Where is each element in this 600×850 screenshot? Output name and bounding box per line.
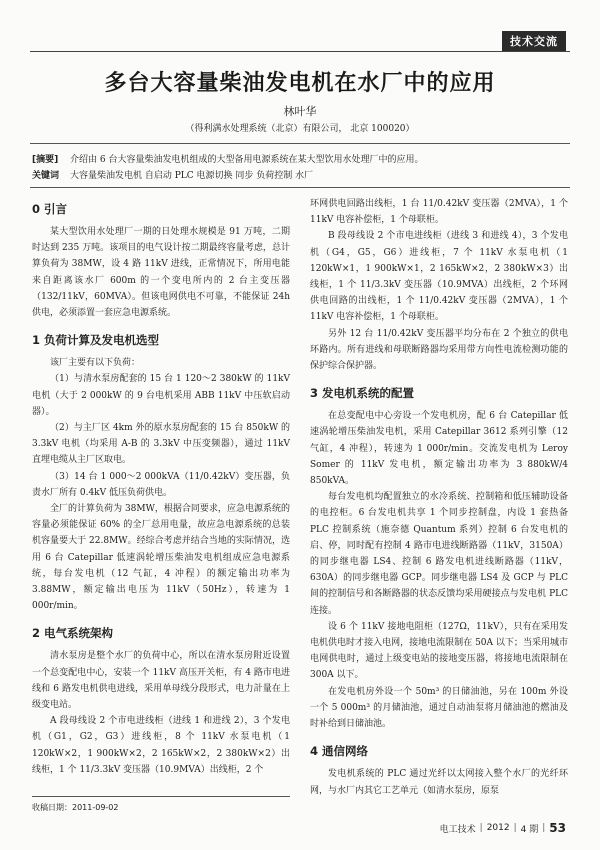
paragraph: B 段母线设 2 个市电进线柜（进线 3 和进线 4），3 个发电机（G4，G5，G6）进线柜，7 个 11kV 水泵电机（1 120kW×1，1 900kW×1，2 165kW×2，2 380kW×3）出线柜，1 个 11/3.3kV 变压器（10.9MVA）出线柜，2 个环网供电回路的出线柜，1 个 11/0.42kV 变压器（2MVA），1 个 11kV 电容补偿柜，1 个母联柜。 — [310, 231, 568, 323]
paragraph: 全厂的计算负荷为 38MW，根据合同要求，应急电源系统的容量必须能保证 60% 的全厂总用电量，故应急电源系统的总装机容量要大于 22.8MW。经综合考虑并结合当地的实际情况，选用 6 台 Catepillar 低速涡轮增压柴油发电机组成应急电源系统，每台发电机（12 气缸，4 冲程）的额定输出功率为 3.88MW，额定输出电压为 11kV（50Hz），转速为 1 000r/min。 — [32, 504, 290, 612]
abstract-block — [32, 152, 572, 184]
abstract-label: [摘要] — [32, 155, 59, 165]
paragraph: （1）与清水泵房配套的 15 台 1 120～2 380kW 的 11kV 电机（大于 2 000kW 的 9 台电机采用 ABB 11kV 中压软启动器）。 — [32, 374, 290, 417]
paragraph: 在总变配电中心旁设一个发电机房，配 6 台 Catepillar 低速涡轮增压柴油发电机，采用 Catepillar 3612 系列引擎（12 气缸，4 冲程），转速为 1 000r/min。交流发电机为 Leroy Somer 的 11kV 发电机，额定输出功率为 3 880kW/4 850kVA。 — [310, 411, 568, 487]
footer-separator: | — [513, 823, 517, 833]
paragraph: 某大型饮用水处理厂一期的日处理水规模是 91 万吨，二期时达到 235 万吨。该项目的电气设计按二期最终容量考虑，总计算负荷为 38MW，设 4 路 11kV 进线，正常情况下，所用电能来自距离该水厂 600m 的一个变电所内的 2 台主变压器（132/11kV，60MVA）。但该电网供电不可靠，不能保证 24h 供电，必须添置一套应急电源系统。 — [32, 227, 290, 319]
header-rule — [30, 51, 570, 52]
abstract-bottom-rule — [30, 187, 570, 188]
received-date: 收稿日期：2011-09-02 — [32, 803, 119, 812]
paragraph: （3）14 台 1 000～2 000kVA（11/0.42kV）变压器，负责水厂所有 0.4kV 低压负荷供电。 — [32, 471, 290, 498]
abstract-top-rule — [30, 143, 570, 144]
article-title: 多台大容量柴油发电机在水厂中的应用 — [104, 71, 496, 96]
journal-name: 电工技术 — [439, 824, 476, 835]
section-tag: 技术交流 — [502, 31, 566, 51]
paragraph: 清水泵房是整个水厂的负荷中心，所以在清水泵房附近设置一个总变配电中心，安装一个 11kV 高压开关柜，有 4 路市电进线和 6 路发电机供电进线，采用单母线分段形式，电力計量在上级变电站。 — [32, 651, 290, 711]
received-rule — [32, 796, 290, 797]
section-4-heading: 4 通信网络 — [310, 744, 369, 759]
footer-separator: | — [542, 823, 546, 833]
section-1-heading: 1 负荷计算及发电机选型 — [32, 333, 160, 348]
paragraph: 另外 12 台 11/0.42kV 变压器平均分布在 2 个独立的供电环路内。所有进线和母联断路器均采用带方向性电流检测功能的保护综合保护器。 — [310, 328, 568, 372]
keywords-label: 关键词 — [32, 171, 60, 181]
paragraph: （2）与主厂区 4km 外的原水泵房配套的 15 台 850kW 的 3.3kV 电机（均采用 A-B 的 3.3kV 中压变频器），通过 11kV 直埋电缆从主厂区取电。 — [32, 423, 290, 466]
abstract-text: 介绍由 6 台大容量柴油发电机组成的大型备用电源系统在某大型饮用水处理厂中的应用。 — [70, 155, 424, 165]
keywords-text: 大容量柴油发电机 自启动 PLC 电源切换 同步 负荷控制 水厂 — [70, 171, 314, 181]
left-column — [32, 196, 290, 778]
section-3-heading: 3 发电机系统的配置 — [310, 386, 415, 401]
paragraph: 在发电机房外设一个 50m³ 的日储油池，另在 100m 外设一个 5 000m³ 的月储油池，通过自动油泵将月储油池的燃油及时补给到日储油池。 — [310, 686, 568, 730]
page-footer — [440, 821, 566, 835]
section-0-heading: 0 引言 — [32, 202, 68, 216]
author: 林叶华 — [283, 105, 317, 118]
paragraph: 发电机系统的 PLC 通过光纤以太网接入整个水厂的光纤环网，与水厂内其它工艺单元（如清水泵房，原泵 — [310, 769, 568, 796]
paragraph: A 段母线设 2 个市电进线柜（进线 1 和进线 2），3 个发电机（G1，G2，G3）进线柜，8 个 11kV 水泵电机（1 120kW×2，1 900kW×2，2 165kW×2，2 380kW×2）出线柜，1 个 11/3.3kV 变压器（10.9MVA）出线柜，2 个 — [32, 716, 290, 775]
journal-year: 2012 — [486, 823, 510, 833]
journal-issue: 4 期 — [520, 824, 539, 835]
affiliation: （得利满水处理系统（北京）有限公司， 北京 100020） — [185, 124, 415, 134]
paragraph: 环网供电回路出线柜，1 台 11/0.42kV 变压器（2MVA），1 个 11kV 电容补偿柜，1 个母联柜。 — [310, 199, 568, 226]
section-2-heading: 2 电气系统架构 — [32, 626, 114, 641]
paragraph: 每台发电机均配置独立的水冷系统、控制箱和低压辅助设备的电控柜。6 台发电机共享 1 个同步控制盘，内设 1 套热备 PLC 控制系统（施奈德 Quantum 系列）控制 6 台发电机的启、停，同时配有控制 4 路市电进线断路器（11kV，3150A）的同步继电器 LS4、控制 6 路发电机进线断路器（11kV，630A）的同步继电器 GCP。同步继电器 LS4 及 GCP 与 PLC 间的控制信号和各断路器的状态反馈均采用硬接点与发电机 PLC 连接。 — [310, 492, 568, 616]
paragraph: 该厂主要有以下负荷： — [50, 358, 141, 369]
right-column — [310, 196, 568, 799]
paragraph: 设 6 个 11kV 接地电阻柜（127Ω，11kV），只有在采用发电机供电时才接入电网，接地电流限制在 50A 以下；当采用城市电网供电时，通过上级变电站的接地变压器，将接地电流限制在 300A 以下。 — [310, 621, 568, 681]
page-number: 53 — [549, 821, 566, 835]
footer-separator: | — [479, 823, 483, 833]
